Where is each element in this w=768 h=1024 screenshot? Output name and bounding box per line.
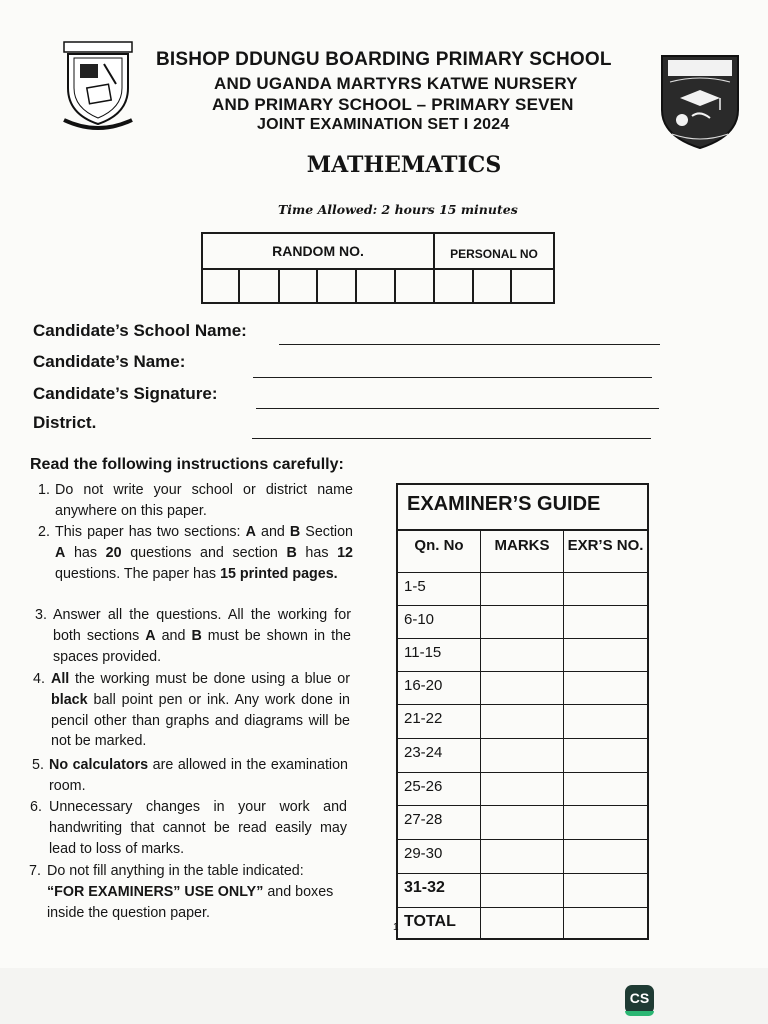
instruction-1: Do not write your school or district name anywhere on this paper. [55,482,353,519]
examiner-number-cell[interactable] [564,806,647,839]
district-label: District. [33,413,97,432]
marks-cell[interactable] [481,840,564,873]
examiner-number-cell[interactable] [564,705,647,738]
marks-cell[interactable] [481,874,564,907]
examiner-number-cell[interactable] [564,672,647,704]
personal-number-digit-box[interactable] [512,270,553,304]
instruction-number: 7. [29,863,41,879]
random-number-digit-box[interactable] [280,270,318,304]
examiner-number-cell[interactable] [564,606,647,638]
district-field[interactable] [252,438,651,439]
total-label: TOTAL [398,908,481,938]
instruction-number: 6. [30,799,42,815]
candidate-signature-label: Candidate’s Signature: [33,384,218,403]
instruction-number: 5. [32,757,44,773]
table-row [398,672,647,705]
candidate-name-label: Candidate’s Name: [33,352,186,371]
school-name-field[interactable] [279,344,660,345]
candidate-signature-field[interactable] [256,408,659,409]
uganda-martyrs-crest-icon [658,52,742,150]
random-number-digit-box[interactable] [318,270,357,304]
instruction-6: Unnecessary changes in your work and handwriting that cannot be read easily may lead to loss of marks. [49,799,347,857]
question-range: 29-30 [398,840,481,873]
school-name-line-3: AND PRIMARY SCHOOL – PRIMARY SEVEN [212,95,574,114]
question-range: 23-24 [398,739,481,772]
instruction-7: Do not fill anything in the table indicated: “FOR EXAMINERS” USE ONLY” and boxes inside the question paper. [47,863,334,921]
school-name-label: Candidate’s School Name: [33,321,247,340]
random-number-digit-box[interactable] [203,270,240,304]
question-range: 11-15 [398,639,481,671]
school-name-line-2: AND UGANDA MARTYRS KATWE NURSERY [214,74,578,93]
random-number-digit-box[interactable] [396,270,435,304]
marks-header: MARKS [481,531,564,572]
question-range: 27-28 [398,806,481,839]
marks-cell[interactable] [481,573,564,605]
exam-set-title: JOINT EXAMINATION SET I 2024 [257,116,510,133]
table-row [398,840,647,874]
marks-cell[interactable] [481,639,564,671]
candidate-number-box [201,232,555,304]
bishop-ddungu-crest-icon [60,40,136,132]
table-row [398,606,647,639]
total-row [398,908,647,938]
examiner-number-cell[interactable] [564,639,647,671]
instructions-heading: Read the following instructions carefully: [30,456,344,473]
instruction-number: 2. [38,524,50,540]
examiner-number-cell[interactable] [564,874,647,907]
table-row [398,739,647,773]
examiner-number-cell[interactable] [564,773,647,805]
total-marks-cell[interactable] [481,908,564,938]
examiners-guide-table [396,483,649,940]
marks-cell[interactable] [481,606,564,638]
question-range: 6-10 [398,606,481,638]
table-row [398,573,647,606]
personal-number-digit-box[interactable] [435,270,474,304]
examiner-number-cell[interactable] [564,573,647,605]
instruction-2: This paper has two sections: A and B Section A has 20 questions and section B has 12 questions. The paper has 15 printed pages. [55,524,354,582]
time-allowed: Time Allowed: 2 hours 15 minutes [278,202,518,217]
school-name-line-1: BISHOP DDUNGU BOARDING PRIMARY SCHOOL [156,49,612,70]
personal-number-digit-box[interactable] [474,270,512,304]
question-range: 16-20 [398,672,481,704]
qn-no-header: Qn. No [398,531,481,572]
random-number-digit-box[interactable] [357,270,396,304]
table-row [398,773,647,806]
question-range: 21-22 [398,705,481,738]
random-number-digit-box[interactable] [240,270,280,304]
marks-cell[interactable] [481,705,564,738]
examiner-number-cell[interactable] [564,840,647,873]
marks-cell[interactable] [481,773,564,805]
total-examiner-cell[interactable] [564,908,647,938]
instruction-number: 1. [38,482,50,498]
table-row [398,874,647,908]
marks-cell[interactable] [481,672,564,704]
marks-cell[interactable] [481,739,564,772]
instruction-3: Answer all the questions. All the working for both sections A and B must be shown in the spaces provided. [53,607,352,665]
table-row [398,639,647,672]
question-range: 25-26 [398,773,481,805]
candidate-name-field[interactable] [253,377,652,378]
personal-number-label: PERSONAL NO [435,234,553,270]
marks-cell[interactable] [481,806,564,839]
subject-title: MATHEMATICS [306,152,502,178]
table-header-row [398,531,647,573]
examiners-guide-title: EXAMINER’S GUIDE [398,485,647,531]
random-number-label: RANDOM NO. [203,234,435,270]
instruction-number: 3. [35,607,47,623]
instruction-number: 4. [33,671,45,687]
examiner-no-header: EXR’S NO. [567,537,644,554]
camscanner-logo-icon: CS [625,985,654,1014]
examiner-number-cell[interactable] [564,739,647,772]
table-row [398,705,647,739]
question-range: 31-32 [398,874,481,907]
page-number: 1 [393,922,399,933]
table-row [398,806,647,840]
question-range: 1-5 [398,573,481,605]
instruction-5: No calculators are allowed in the examination room. [49,757,348,794]
instruction-4: All the working must be done using a blue or black ball point pen or ink. Any work done in pencil other than graphs and diagrams will be not be marked. [51,671,350,750]
